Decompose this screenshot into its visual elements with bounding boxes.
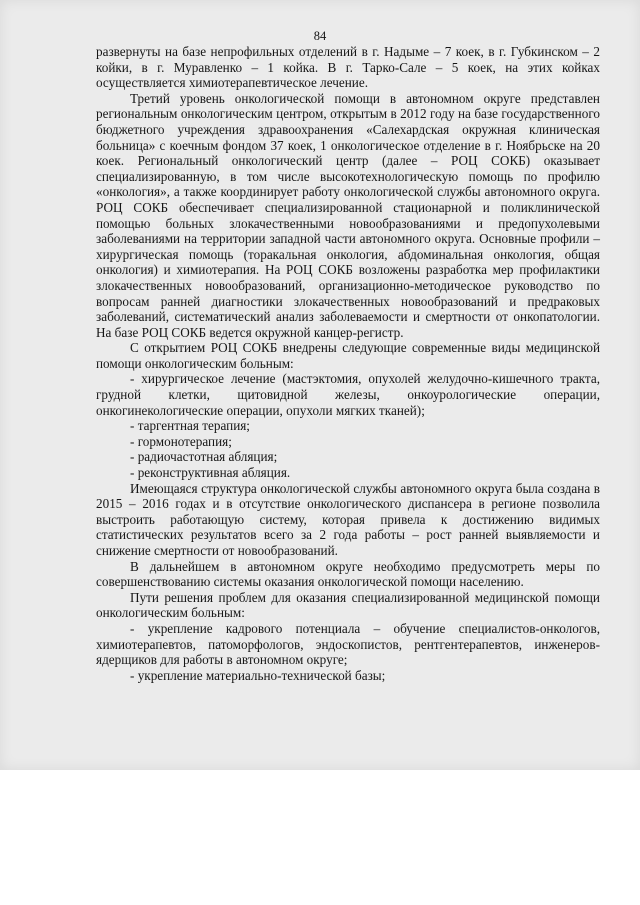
paragraph-third-level: Третий уровень онкологической помощи в автономном округе представлен региональным онкологическим центром, открытым в 2012 году на базе государственного бюджетного учреждения здравоохранения «Салехардская окружная клиническая больница» с коечным фондом 37 коек, 1 онкологическое отделение в г. Ноябрьске на 20 коек. Региональный онкологический центр (далее – РОЦ СОКБ) оказывает специализированную, в том числе высокотехнологическую помощь по профилю «онкология», а также координирует работу онкологической службы автономного округа. РОЦ СОКБ обеспечивает специализированной стационарной и поликлинической помощью больных злокачественными новообразованиями и предопухолевыми заболеваниями на территории западной части автономного округа. Основные профили – хирургическая помощь (торакальная онкология, абдоминальная онкология, общая онкология) и химиотерапия. На РОЦ СОКБ возложены разработка мер профилактики злокачественных новообразований, организационно-методическое руководство по вопросам ранней диагностики злокачественных новообразований и предраковых заболеваний, систематический анализ заболеваемости и смертности от онкопатологии. На базе РОЦ СОКБ ведется окружной канцер-регистр. xyxy=(96,90,600,340)
solutions-list xyxy=(96,621,600,683)
list-item: - укрепление материально-технической базы; xyxy=(130,667,386,683)
list-item: - таргентная терапия; xyxy=(130,418,250,434)
page-number: 84 xyxy=(313,29,327,43)
list-item: - укрепление кадрового потенциала – обучение специалистов-онкологов, химиотерапевтов, патоморфологов, эндоскопистов, рентгентерапевтов, инженеров-ядерщиков для работы в автономном округе; xyxy=(96,620,600,668)
list-item: - радиочастотная абляция; xyxy=(130,449,278,465)
list-item: - хирургическое лечение (мастэктомия, опухолей желудочно-кишечного тракта, грудной клетки, щитовидной железы, онкоурологические операции, онкогинекологические операции, опухоли мягких тканей); xyxy=(96,371,600,418)
paragraph-structure: Имеющаяся структура онкологической службы автономного округа была создана в 2015 – 2016 годах и в отсутствие онкологического диспансера в регионе позволила выстроить работающую систему, которая привела к достижению видимых статистических результатов всего за 2 года работы – рост ранней выявляемости и снижение смертности от новообразований. xyxy=(96,480,600,558)
list-item: - реконструктивная абляция. xyxy=(130,465,291,481)
paragraph-future-measures: В дальнейшем в автономном округе необходимо предусмотреть меры по совершенствованию системы оказания онкологической помощи населению. xyxy=(96,558,600,590)
paragraph-new-care-types: С открытием РОЦ СОКБ внедрены следующие современные виды медицинской помощи онкологическим больным: xyxy=(96,340,600,371)
paragraph-solutions: Пути решения проблем для оказания специализированной медицинской помощи онкологическим больным: xyxy=(96,589,600,621)
list-item: - гормонотерапия; xyxy=(130,433,232,449)
document-body xyxy=(96,44,600,683)
paragraph-continuation: развернуты на базе непрофильных отделений в г. Надыме – 7 коек, в г. Губкинском – 2 койки, в г. Муравленко – 1 койка. В г. Тарко-Сале – 5 коек, на этих койках осуществляется химиотерапевтическое лечение. xyxy=(96,44,600,91)
care-types-list xyxy=(96,371,600,480)
blank-margin xyxy=(0,770,640,905)
